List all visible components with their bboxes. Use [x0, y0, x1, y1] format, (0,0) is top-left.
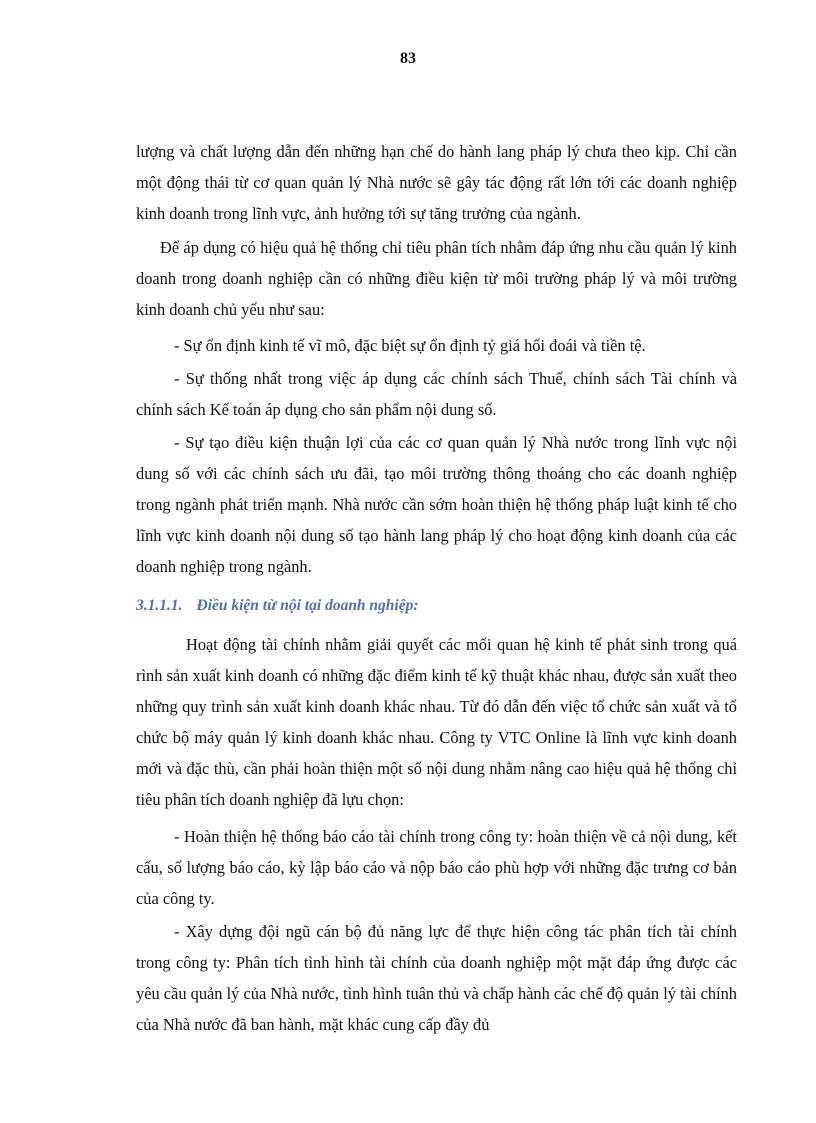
bullet-item: - Sự tạo điều kiện thuận lợi của các cơ quan quản lý Nhà nước trong lĩnh vực nội dung số với các chính sách ưu đãi, tạo môi trường thông thoáng cho các doanh nghiệp trong ngành phát triển mạnh. Nhà nước cần sớm hoàn thiện hệ thống pháp luật kinh tế cho lĩnh vực kinh doanh nội dung số tạo hành lang pháp lý cho hoạt động kinh doanh của các doanh nghiệp trong ngành.: [136, 433, 737, 576]
page-body: [136, 136, 737, 1040]
dash-item-reports: - Hoàn thiện hệ thống báo cáo tài chính trong công ty: hoàn thiện về cả nội dung, kết cấu, số lượng báo cáo, kỳ lập báo cáo và nộp báo cáo phù hợp với những đặc trưng cơ bản của công ty.: [136, 827, 737, 908]
bullet-item: - Sự thống nhất trong việc áp dụng các chính sách Thuế, chính sách Tài chính và chính sách Kế toán áp dụng cho sản phẩm nội dung số.: [136, 369, 737, 419]
section-number: 3.1.1.1.: [136, 597, 183, 614]
paragraph-conditions-legal: Để áp dụng có hiệu quả hệ thống chỉ tiêu phân tích nhằm đáp ứng nhu cầu quản lý kinh doanh trong doanh nghiệp cần có những điều kiện từ môi trường pháp lý và môi trường kinh doanh chủ yếu như sau:: [136, 238, 737, 319]
paragraph-intro: lượng và chất lượng dẫn đến những hạn chế do hành lang pháp lý chưa theo kịp. Chỉ cần một động thái từ cơ quan quản lý Nhà nước sẽ gây tác động rất lớn tới các doanh nghiệp kinh doanh trong lĩnh vực, ảnh hưởng tới sự tăng trưởng của ngành.: [136, 142, 737, 223]
dash-item-staff: - Xây dựng đội ngũ cán bộ đủ năng lực để thực hiện công tác phân tích tài chính trong công ty: Phân tích tình hình tài chính của doanh nghiệp một mặt đáp ứng được các yêu cầu quản lý của Nhà nước, tình hình tuân thủ và chấp hành các chế độ quản lý tài chính của Nhà nước đã ban hành, mặt khác cung cấp đầy đủ: [136, 922, 737, 1034]
section-heading: [136, 590, 737, 621]
page-number: 83: [400, 50, 416, 67]
bullet-item: - Sự ổn định kinh tế vĩ mô, đặc biệt sự ổn định tỷ giá hối đoái và tiền tệ.: [174, 336, 646, 355]
section-title: Điều kiện từ nội tại doanh nghiệp:: [196, 597, 419, 614]
paragraph-internal: Hoạt động tài chính nhằm giải quyết các mối quan hệ kinh tế phát sinh trong quá rình sản xuất kinh doanh có những đặc điểm kinh tế kỹ thuật khác nhau, được sản xuất theo những quy trình sản xuất kinh doanh khác nhau. Từ đó dẫn đến việc tổ chức sản xuất và tổ chức bộ máy quản lý kinh doanh khác nhau. Công ty VTC Online là lĩnh vực kinh doanh mới và đặc thù, cần phải hoàn thiện một số nội dung nhằm nâng cao hiệu quả hệ thống chỉ tiêu phân tích doanh nghiệp đã lựu chọn:: [136, 635, 737, 809]
bullet-list: [136, 330, 737, 582]
